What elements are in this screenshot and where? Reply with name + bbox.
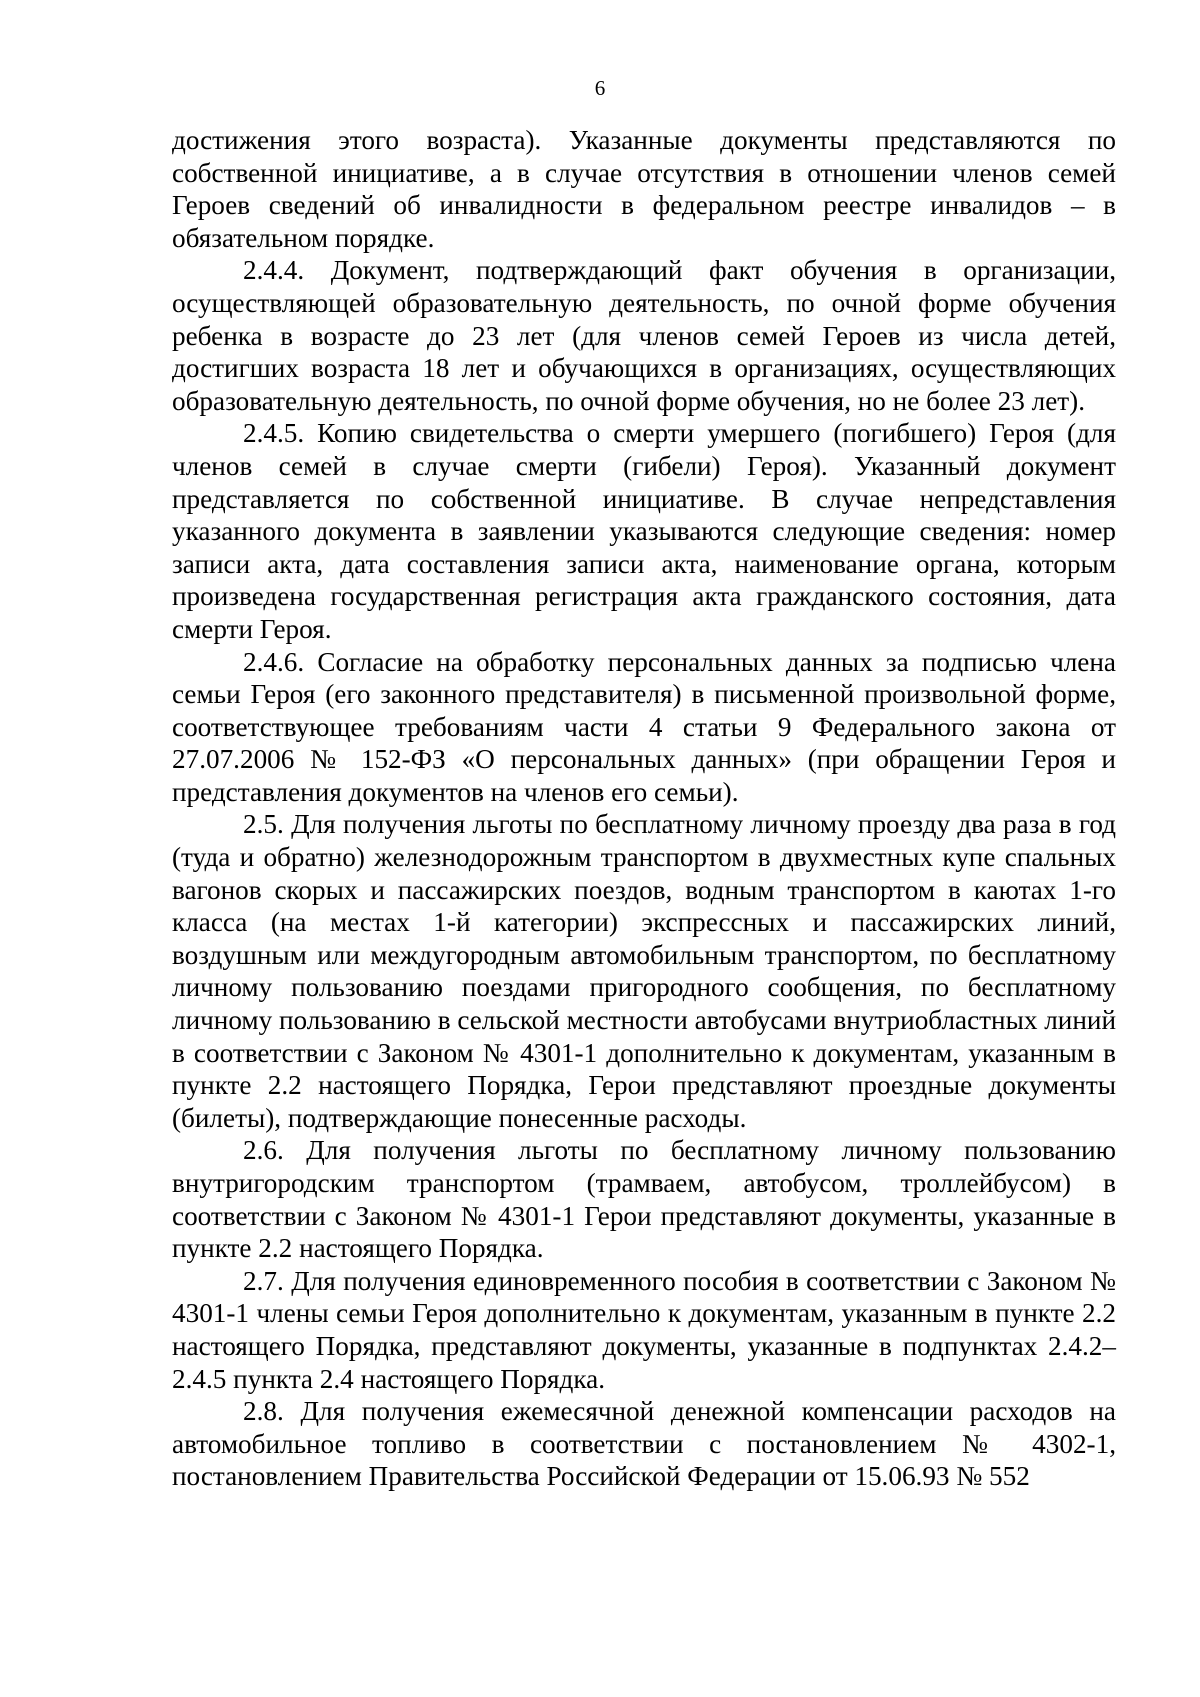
paragraph-2-6: 2.6. Для получения льготы по бесплатному личному пользованию внутригородским транспортом (трамваем, автобусом, троллейбусом) в соответствии с Законом № 4301-1 Герои представляют документы, указанные в пункте 2.2 настоящего Порядка. <box>172 1135 1116 1264</box>
page-number: 6 <box>594 76 606 100</box>
paragraph-continuation: достижения этого возраста). Указанные документы представляются по собственной инициативе, а в случае отсутствия в отношении членов семей Героев сведений об инвалидности в федеральном реестре инвалидов – в обязательном порядке. <box>172 125 1116 253</box>
paragraph-2-7: 2.7. Для получения единовременного пособия в соответствии с Законом № 4301-1 члены семьи Героя дополнительно к документам, указанным в пункте 2.2 настоящего Порядка, представляют документы, указанные в подпунктах 2.4.2–2.4.5 пункта 2.4 настоящего Порядка. <box>172 1265 1116 1394</box>
paragraph-2-4-5: 2.4.5. Копию свидетельства о смерти умершего (погибшего) Героя (для членов семей в случае смерти (гибели) Героя). Указанный документ представляется по собственной инициативе. В случае непредставления указанного документа в заявлении указываются следующие сведения: номер записи акта, дата составления записи акта, наименование органа, которым произведена государственная регистрация акта гражданского состояния, дата смерти Героя. <box>172 418 1116 644</box>
paragraph-2-4-4: 2.4.4. Документ, подтверждающий факт обучения в организации, осуществляющей образовательную деятельность, по очной форме обучения ребенка в возрасте до 23 лет (для членов семей Героев из числа детей, достигших возраста 18 лет и обучающихся в организациях, осуществляющих образовательную деятельность, по очной форме обучения, но не более 23 лет). <box>172 255 1116 416</box>
document-body <box>172 124 1116 1493</box>
paragraph-2-8: 2.8. Для получения ежемесячной денежной компенсации расходов на автомобильное топливо в соответствии с постановлением № 4302-1, постановлением Правительства Российской Федерации от 15.06.93 № 552 <box>172 1396 1116 1492</box>
paragraph-2-4-6: 2.4.6. Согласие на обработку персональных данных за подписью члена семьи Героя (его законного представителя) в письменной произвольной форме, соответствующее требованиям части 4 статьи 9 Федерального закона от 27.07.2006 № 152-ФЗ «О персональных данных» (при обращении Героя и представления документов на членов его семьи). <box>172 646 1116 807</box>
paragraph-2-5: 2.5. Для получения льготы по бесплатному личному проезду два раза в год (туда и обратно) железнодорожным транспортом в двухместных купе спальных вагонов скорых и пассажирских поездов, водным транспортом в каютах 1-го класса (на местах 1-й категории) экспрессных и пассажирских линий, воздушным или междугородным автомобильным транспортом, по бесплатному личному пользованию поездами пригородного сообщения, по бесплатному личному пользованию в сельской местности автобусами внутриобластных линий в соответствии с Законом № 4301-1 дополнительно к документам, указанным в пункте 2.2 настоящего Порядка, Герои представляют проездные документы (билеты), подтверждающие понесенные расходы. <box>172 809 1116 1133</box>
